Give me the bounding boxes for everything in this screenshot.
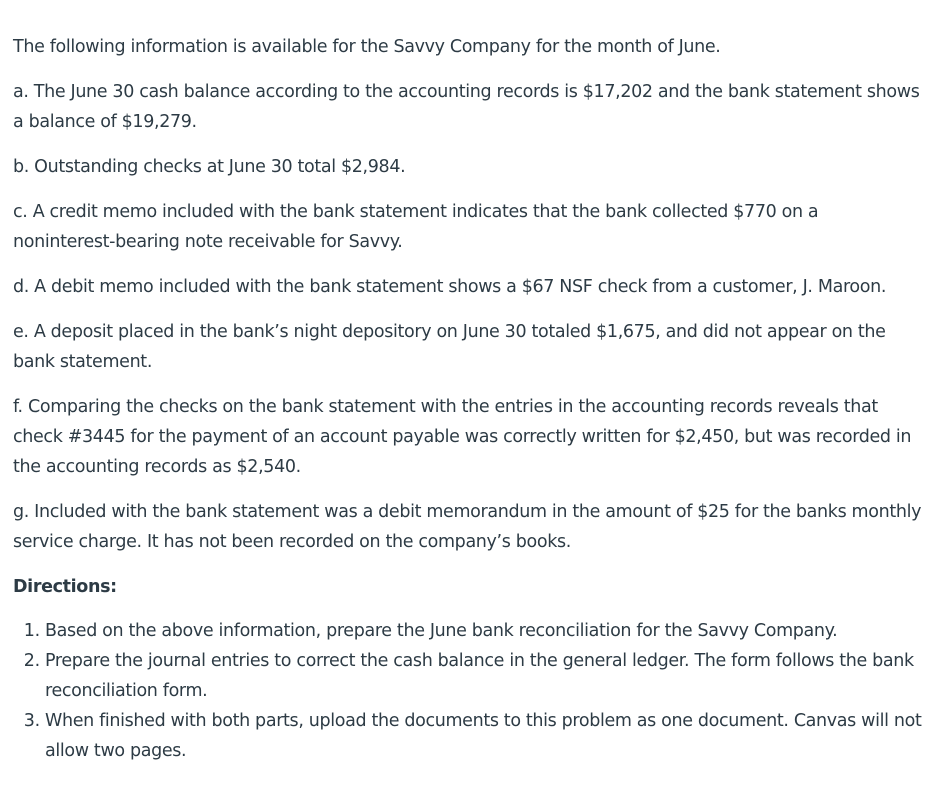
item-d: d. A debit memo included with the bank statement shows a $67 NSF check from a customer, J. Maroon. <box>13 277 887 297</box>
item-f: f. Comparing the checks on the bank statement with the entries in the accounting records reveals that check #3445 for the payment of an account payable was correctly written for $2,450, but was recorded in the accounting records as $2,540. <box>13 397 912 477</box>
direction-step-1: 1. Based on the above information, prepare the June bank reconciliation for the Savvy Company. <box>45 616 923 646</box>
intro-paragraph: The following information is available for the Savvy Company for the month of June. <box>13 37 721 57</box>
directions-heading: Directions: <box>13 577 117 597</box>
item-c: c. A credit memo included with the bank statement indicates that the bank collected $770 on a noninterest-bearing note receivable for Savvy. <box>13 202 819 252</box>
problem-content <box>13 32 923 766</box>
item-g: g. Included with the bank statement was a debit memorandum in the amount of $25 for the banks monthly service charge. It has not been recorded on the company’s books. <box>13 502 922 552</box>
direction-step-3: 3. When finished with both parts, upload the documents to this problem as one document. Canvas will not allow two pages. <box>45 706 923 766</box>
item-e: e. A deposit placed in the bank’s night depository on June 30 totaled $1,675, and did not appear on the bank statement. <box>13 322 886 372</box>
directions-list <box>13 616 923 766</box>
item-a: a. The June 30 cash balance according to the accounting records is $17,202 and the bank statement shows a balance of $19,279. <box>13 82 920 132</box>
item-b: b. Outstanding checks at June 30 total $2,984. <box>13 157 406 177</box>
direction-step-2: 2. Prepare the journal entries to correct the cash balance in the general ledger. The form follows the bank reconciliation form. <box>45 646 923 706</box>
